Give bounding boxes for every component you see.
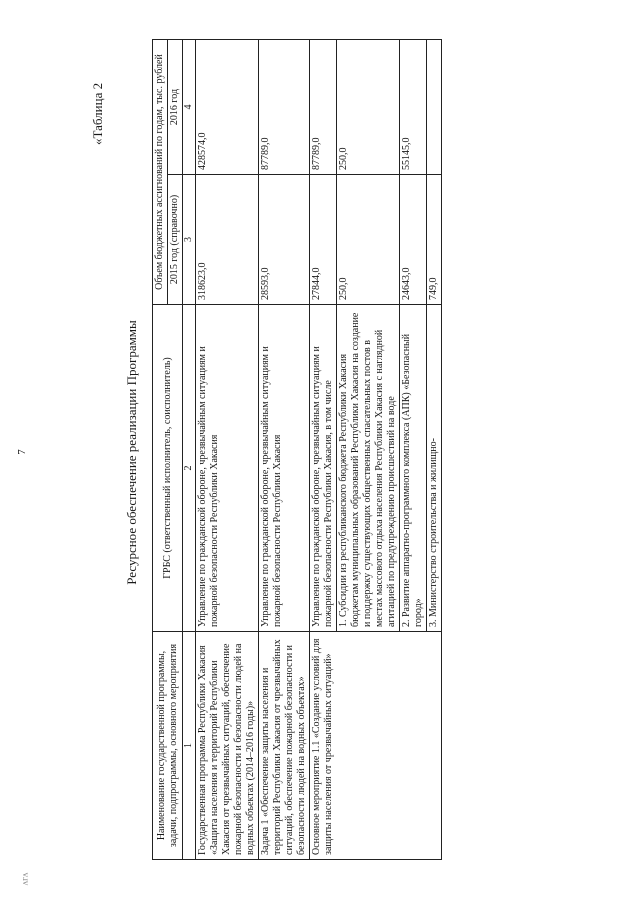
resource-table — [152, 39, 442, 860]
row-grbs: Управление по гражданской обороне, чрезвычайным ситуациям и пожарной безопасности Республики Хакасия, в том числе — [310, 305, 337, 632]
corner-mark: ᴧᴦᴧ — [19, 872, 30, 886]
row-value-2016: 428574,0 — [196, 40, 259, 175]
subrow-value-2015: 749,0 — [427, 175, 442, 305]
header-year-2016: 2016 год — [168, 40, 183, 175]
page-number: 7 — [16, 449, 28, 455]
column-number-row — [183, 40, 196, 860]
header-year-2015: 2015 год (справочно) — [168, 175, 183, 305]
subrow-value-2016: 55145,0 — [400, 40, 427, 175]
document-title: Ресурсное обеспечение реализации Программы — [124, 320, 139, 585]
row-value-2016: 87789,0 — [259, 40, 310, 175]
row-grbs: Управление по гражданской обороне, чрезвычайным ситуациям и пожарной безопасности Республики Хакасия — [259, 305, 310, 632]
table-row — [259, 40, 310, 860]
row-value-2016: 87789,0 — [310, 40, 337, 175]
subrow-grbs: 2. Развитие аппаратно-программного комплекса (АПК) «Безопасный город» — [400, 305, 427, 632]
row-value-2015: 27844,0 — [310, 175, 337, 305]
column-number: 1 — [183, 632, 196, 860]
header-row — [153, 40, 168, 860]
subrow-grbs: 3. Министерство строительства и жилищно- — [427, 305, 442, 632]
header-budget-group: Объем бюджетных ассигнований по годам, тыс. рублей — [153, 40, 168, 305]
subrow-value-2016: 250,0 — [337, 40, 400, 175]
subrow-value-2015: 250,0 — [337, 175, 400, 305]
row-name: Задача 1 «Обеспечение защиты населения и территорий Республики Хакасия от чрезвычайных ситуаций, обеспечение пожарной безопасности и безопасности людей на водных объектах» — [259, 632, 310, 860]
subrow-value-2015: 24643,0 — [400, 175, 427, 305]
header-grbs: ГРБС (ответственный исполнитель, соисполнитель) — [153, 305, 183, 632]
column-number: 4 — [183, 40, 196, 175]
row-value-2015: 28593,0 — [259, 175, 310, 305]
table-row — [196, 40, 259, 860]
subrow-grbs: 1. Субсидии из республиканского бюджета Республики Хакасия бюджетам муниципальных образований Республики Хакасия на создание и поддержку существующих общественных спасательных постов в местах массового отдыха населения Республики Хакасия с наглядной агитацией по предупреждению происшествий на воде — [337, 305, 400, 632]
row-grbs: Управление по гражданской обороне, чрезвычайным ситуациям и пожарной безопасности Республики Хакасия — [196, 305, 259, 632]
header-program-name: Наименование государственной программы, задачи, подпрограммы, основного мероприятия — [153, 632, 183, 860]
table-row — [310, 40, 337, 860]
row-name: Основное мероприятие 1.1 «Создание условий для защиты населения от чрезвычайных ситуаций» — [310, 632, 442, 860]
column-number: 2 — [183, 305, 196, 632]
table-label: «Таблица 2 — [90, 82, 105, 145]
row-value-2015: 318623,0 — [196, 175, 259, 305]
column-number: 3 — [183, 175, 196, 305]
row-name: Государственная программа Республики Хакасия «Защита населения и территорий Республики Хакасия от чрезвычайных ситуаций, обеспечение пожарной безопасности и безопасности людей на водных объектах (2014–2016 годы)» — [196, 632, 259, 860]
subrow-value-2016 — [427, 40, 442, 175]
